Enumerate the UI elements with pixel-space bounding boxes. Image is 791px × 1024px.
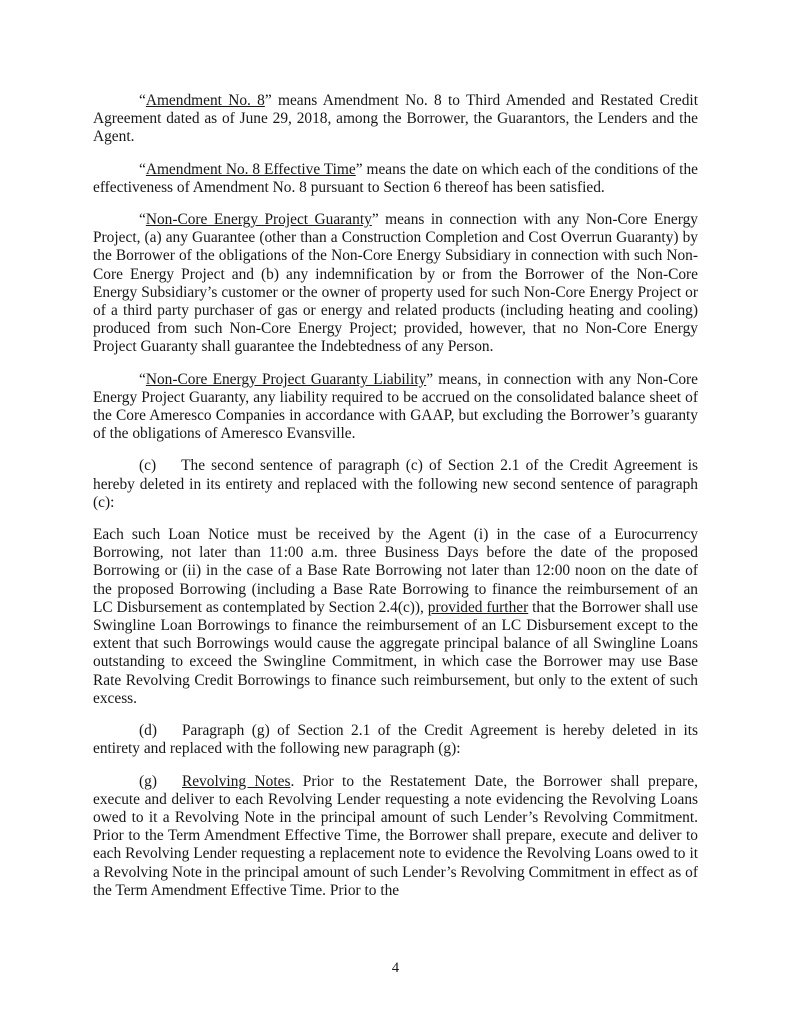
text-run: “	[139, 211, 146, 229]
underlined-term: Amendment No. 8	[145, 92, 265, 109]
definition-amendment-no-8-effective-time	[93, 161, 698, 197]
replacement-text-loan-notice	[93, 526, 698, 708]
definition-non-core-energy-project-guaranty	[93, 211, 698, 357]
text-run: ” means in connection with any Non-Core Energy Project, (a) any Guarantee (other than a Construction Completion and Cost Overrun Guaranty) by the Borrower of the obligations of the Non-Core Energy Subsidiary in connection with such Non-Core Energy Project and (b) any indemnification by or from the Borrower of the Non-Core Energy Subsidiary’s customer or the owner of property used for such Non-Core Energy Project or of a third party purchaser of gas or energy and related products (including heating and cooling) produced from such Non-Core Energy Project; provided, however, that no Non-Core Energy Project Guaranty shall guarantee the Indebtedness of any Person.	[93, 211, 698, 356]
text-run: The second sentence of paragraph (c) of Section 2.1 of the Credit Agreement is hereby deleted in its entirety and replaced with the following new second sentence of paragraph (c):	[93, 457, 698, 511]
page-footer	[0, 959, 791, 977]
document-body	[93, 92, 698, 900]
underlined-term: Amendment No. 8 Effective Time	[145, 160, 356, 178]
text-run: “	[139, 160, 146, 178]
text-run: . Prior to the Restatement Date, the Borrower shall prepare, execute and deliver to each Revolving Lender requesting a note evidencing the Revolving Loans owed to it a Revolving Note in the principal amount of such Lender’s Revolving Commitment. Prior to the Term Amendment Effective Time, the Borrower shall prepare, execute and deliver to each Revolving Lender requesting a replacement note to evidence the Revolving Loans owed to it a Revolving Note in the principal amount of such Lender’s Revolving Commitment in effect as of the Term Amendment Effective Time. Prior to the	[93, 772, 698, 899]
text-run: (d)	[139, 722, 157, 740]
text-run: “	[139, 370, 146, 388]
text-run: Paragraph (g) of Section 2.1 of the Credit Agreement is hereby deleted in its entirety and replaced with the following new paragraph (g):	[93, 722, 698, 758]
clause-d	[93, 722, 698, 758]
definition-non-core-energy-project-guaranty-liability	[93, 371, 698, 444]
definition-amendment-no-8	[93, 92, 698, 147]
underlined-term: Non-Core Energy Project Guaranty Liability	[145, 370, 427, 388]
text-run: (g)	[139, 772, 157, 790]
underlined-term: Revolving Notes	[181, 772, 291, 790]
underlined-term: provided further	[427, 598, 529, 616]
text-run: ” means, in connection with any Non-Core Energy Project Guaranty, any liability required to be accrued on the consolidated balance sheet of the Core Ameresco Companies in accordance with GAAP, but excluding the Borrower’s guaranty of the obligations of Ameresco Evansville.	[93, 370, 698, 443]
underlined-term: Non-Core Energy Project Guaranty	[145, 211, 372, 229]
clause-c	[93, 457, 698, 512]
text-run: Each such Loan Notice must be received by the Agent (i) in the case of a Eurocurrency Borrowing, not later than 11:00 a.m. three Business Days before the date of the proposed Borrowing or (ii) in the case of a Base Rate Borrowing not later than 12:00 noon on the date of the proposed Borrowing (including a Base Rate Borrowing to finance the reimbursement of an LC Disbursement as contemplated by Section 2.4(c)),	[93, 526, 698, 616]
replacement-paragraph-g-revolving-notes	[93, 773, 698, 900]
text-run: (c)	[139, 457, 157, 475]
text-run: ” means Amendment No. 8 to Third Amended and Restated Credit Agreement dated as of June 29, 2018, among the Borrower, the Guarantors, the Lenders and the Agent.	[93, 92, 698, 146]
text-run: that the Borrower shall use Swingline Loan Borrowings to finance the reimbursement of an LC Disbursement except to the extent that such Borrowings would cause the aggregate principal balance of all Swingline Loans outstanding to exceed the Swingline Commitment, in which case the Borrower may use Base Rate Revolving Credit Borrowings to finance such reimbursement, but only to the extent of such excess.	[93, 598, 698, 707]
text-run: ” means the date on which each of the conditions of the effectiveness of Amendment No. 8 pursuant to Section 6 thereof has been satisfied.	[93, 160, 698, 196]
text-run: “	[139, 92, 146, 109]
page-number: 4	[391, 960, 400, 976]
